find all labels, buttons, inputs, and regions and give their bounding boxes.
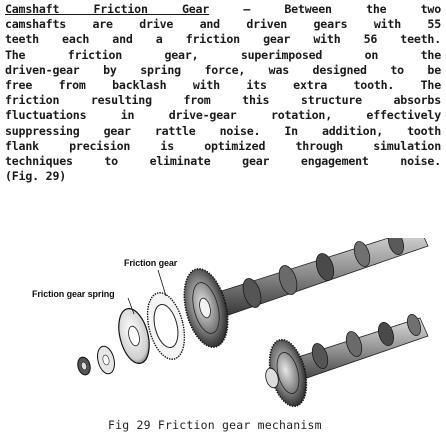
friction-gear-leader bbox=[158, 270, 166, 296]
upper-camshaft bbox=[206, 238, 428, 320]
upper-gear bbox=[177, 264, 235, 351]
friction-gear-figure bbox=[20, 238, 440, 413]
lower-gear bbox=[263, 336, 312, 410]
text-line-6: free from backlash with its extra tooth. The bbox=[5, 78, 441, 93]
camshaft-illustration bbox=[20, 238, 440, 413]
text-line-3: teeth each and a friction gear with 56 teeth. bbox=[5, 32, 441, 47]
text-line-4: The friction gear, superimposed on the bbox=[5, 47, 441, 62]
text-line-8: fluctuations in drive-gear rotation, effectively bbox=[5, 108, 441, 123]
text-line-7: friction resulting from this structure absorbs bbox=[5, 93, 441, 108]
washer-and-nut bbox=[76, 344, 117, 376]
text-line-9: suppressing gear rattle noise. In addition, tooth bbox=[5, 123, 441, 138]
text-line-12: (Fig. 29) bbox=[5, 169, 67, 184]
section-heading: Camshaft Friction Gear bbox=[5, 2, 210, 16]
friction-gear-callout: Friction gear bbox=[124, 258, 178, 268]
text-line-2: camshafts are drive and driven gears with 55 bbox=[5, 17, 441, 32]
figure-caption: Fig 29 Friction gear mechanism bbox=[108, 418, 322, 432]
friction-gear-spring-callout: Friction gear spring bbox=[32, 289, 115, 299]
text-line-11: techniques to eliminate gear engagement noise. bbox=[5, 154, 441, 169]
text-line-10: flank precision is optimized through simulation bbox=[5, 138, 441, 153]
description-paragraph bbox=[5, 2, 441, 184]
text-line-1: Camshaft Friction Gear – Between the two bbox=[5, 2, 441, 16]
text-line-5: driven-gear by spring force, was designed to be bbox=[5, 62, 441, 77]
